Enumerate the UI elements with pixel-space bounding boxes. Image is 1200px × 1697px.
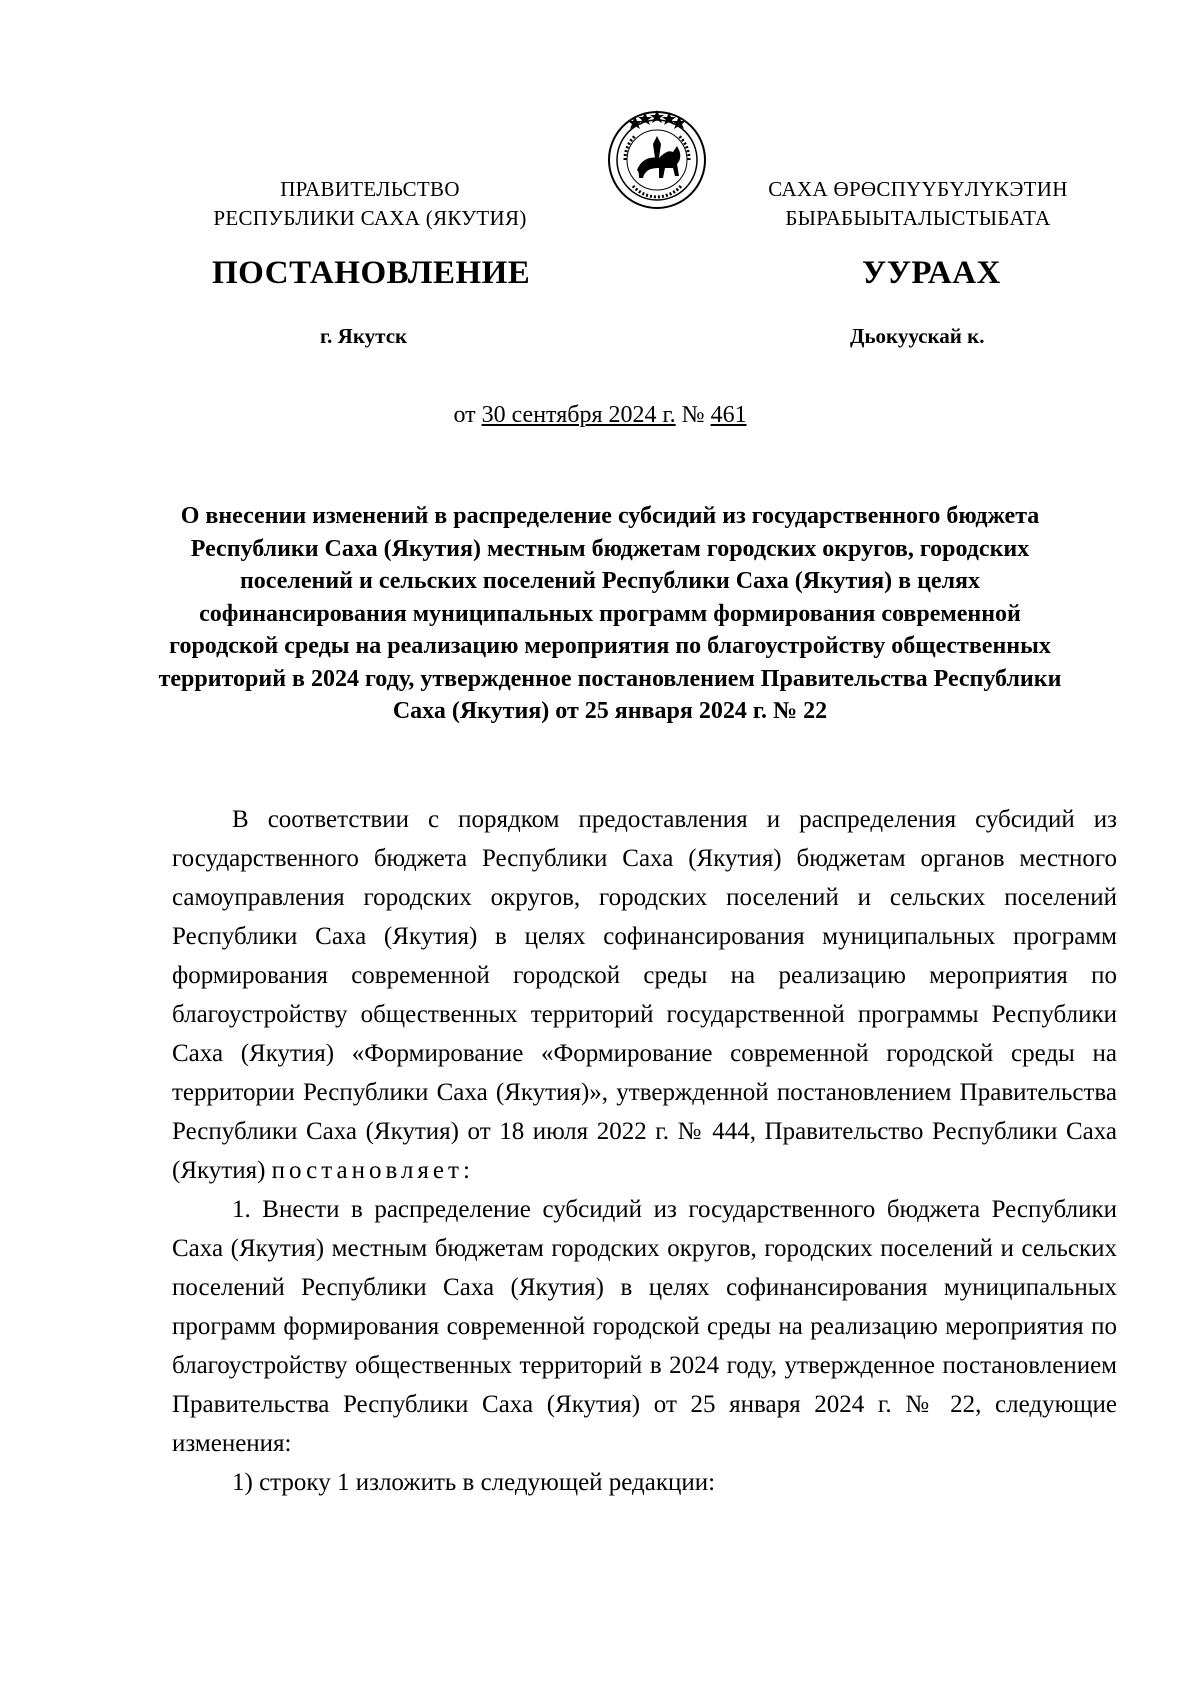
preamble-text: В соответствии с порядком предоставления и распределения субсидий из государственного бюджета Республики Саха (Якутия) бюджетам органов местного самоуправления городских округов, городских поселений и сельских поселений Республики Саха (Якутия) в целях софинансирования муниципальных программ формирования современной городской среды на реализацию мероприятия по благоустройству общественных территорий государственной программы Республики Саха (Якутия) «Формирование «Формирование современной городской среды на территории Республики Саха (Якутия)», утвержденной постановлением Правительства Республики Саха (Якутия) от 18 июля 2022 г. № 444, Правительство Республики Саха (Якутия) [172, 806, 1117, 1184]
issuer-sakha-line1: САХА ӨРӨСПҮҮБҮЛҮКЭТИН [768, 177, 1068, 201]
issuer-sakha [728, 175, 1108, 233]
subitem-1-paragraph: 1) строку 1 изложить в следующей редакции: [232, 1469, 716, 1496]
document-body [172, 800, 1117, 1502]
document-date: 30 сентября 2024 г. [481, 402, 676, 428]
document-title: О внесении изменений в распределение субсидий из государственного бюджета Республики Саха (Якутия) местным бюджетам городских округов, городских поселений и сельских поселений Республики Саха (Якутия) в целях софинансирования муниципальных программ формирования современной городской среды на реализацию мероприятия по благоустройству общественных территорий в 2024 году, утвержденное постановлением Правительства Республики Саха (Якутия) от 25 января 2024 г. № 22 [158, 503, 1062, 724]
preamble-paragraph [172, 800, 1117, 1190]
date-prefix: от [453, 402, 476, 428]
city-sakha: Дьокуускай к. [850, 324, 985, 348]
document-number: 461 [710, 402, 747, 428]
coat-of-arms-icon [605, 106, 709, 210]
item-1-paragraph: 1. Внести в распределение субсидий из государственного бюджета Республики Саха (Якутия) местным бюджетам городских округов, городских поселений и сельских поселений Республики Саха (Якутия) в целях софинансирования муниципальных программ формирования современной городской среды на реализацию мероприятия по благоустройству общественных территорий в 2024 году, утвержденное постановлением Правительства Республики Саха (Якутия) от 25 января 2024 г. № 22, следующие изменения: [172, 1196, 1117, 1457]
resolves-verb: постановляет: [271, 1157, 474, 1184]
issuer-russian-line2: РЕСПУБЛИКИ САХА (ЯКУТИЯ) [213, 206, 527, 230]
date-number-line [0, 402, 1200, 429]
city-russian: г. Якутск [320, 324, 408, 348]
doc-type-sakha: УУРААХ [862, 255, 1001, 291]
issuer-sakha-line2: БЫРАБЫЫТАЛЫСТЫБАТА [785, 206, 1051, 230]
doc-type-russian: ПОСТАНОВЛЕНИЕ [212, 255, 531, 291]
issuer-russian-line1: ПРАВИТЕЛЬСТВО [280, 177, 460, 201]
issuer-russian [180, 175, 560, 233]
number-sign: № [681, 402, 705, 428]
